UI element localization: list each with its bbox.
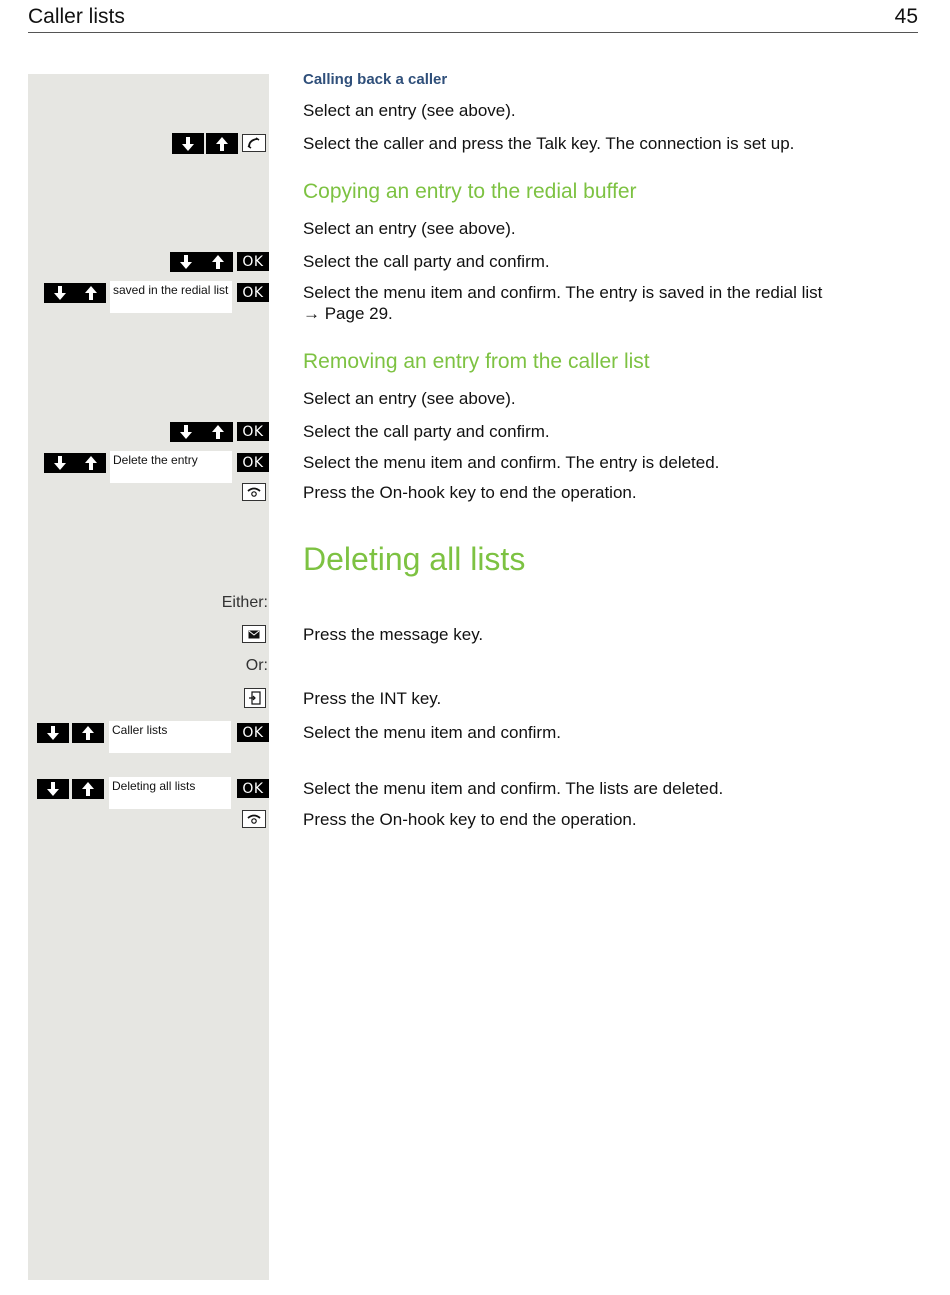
step-text: Select an entry (see above). <box>303 219 516 238</box>
ok-key-icon: OK <box>237 779 269 798</box>
up-arrow-icon <box>202 422 233 442</box>
onhook-key-icon <box>242 483 266 501</box>
heading-deleting-all: Deleting all lists <box>303 541 526 577</box>
step-text: Select an entry (see above). <box>303 101 516 120</box>
down-arrow-icon <box>37 723 69 743</box>
step-text: Select the call party and confirm. <box>303 422 550 441</box>
down-arrow-icon <box>170 252 202 272</box>
ok-key-icon: OK <box>237 422 269 441</box>
step-text: Select the menu item and confirm. The entry is saved in the redial list <box>303 283 823 302</box>
display-menu-item: Delete the entry <box>110 451 232 483</box>
display-menu-item: saved in the redial list <box>110 281 232 313</box>
ok-key-icon: OK <box>237 723 269 742</box>
heading-copying: Copying an entry to the redial buffer <box>303 180 637 203</box>
step-text: Press the On-hook key to end the operation. <box>303 483 637 502</box>
message-key-icon <box>242 625 266 643</box>
onhook-key-icon <box>242 810 266 828</box>
or-label: Or: <box>245 657 268 674</box>
step-text: Select the menu item and confirm. The lists are deleted. <box>303 779 724 798</box>
talk-key-icon <box>242 134 266 152</box>
ok-key-icon: OK <box>237 283 269 302</box>
down-arrow-icon <box>44 283 75 303</box>
step-text: Press the message key. <box>303 625 484 644</box>
step-text: Press the On-hook key to end the operation. <box>303 810 637 829</box>
step-text: Press the INT key. <box>303 689 442 708</box>
up-arrow-icon <box>72 779 104 799</box>
display-menu-item: Deleting all lists <box>109 777 231 809</box>
step-text: Select the call party and confirm. <box>303 252 550 271</box>
page-reference: → Page 29. <box>303 304 393 323</box>
page-number: 45 <box>894 5 918 28</box>
step-text: Select the caller and press the Talk key. The connection is set up. <box>303 134 795 153</box>
down-arrow-icon <box>44 453 75 473</box>
header-rule <box>28 32 918 33</box>
down-arrow-icon <box>172 133 204 154</box>
page-header-title: Caller lists <box>28 5 125 28</box>
up-arrow-icon <box>75 453 106 473</box>
step-text: Select the menu item and confirm. <box>303 723 561 742</box>
step-text: Select an entry (see above). <box>303 389 516 408</box>
int-key-icon <box>244 688 266 708</box>
up-arrow-icon <box>75 283 106 303</box>
down-arrow-icon <box>37 779 69 799</box>
up-arrow-icon <box>206 133 238 154</box>
step-text: Select the menu item and confirm. The entry is deleted. <box>303 453 720 472</box>
display-menu-item: Caller lists <box>109 721 231 753</box>
subheading-calling-back: Calling back a caller <box>303 71 448 88</box>
down-arrow-icon <box>170 422 202 442</box>
heading-removing: Removing an entry from the caller list <box>303 350 650 373</box>
ok-key-icon: OK <box>237 453 269 472</box>
ok-key-icon: OK <box>237 252 269 271</box>
up-arrow-icon <box>202 252 233 272</box>
up-arrow-icon <box>72 723 104 743</box>
either-label: Either: <box>221 594 268 611</box>
